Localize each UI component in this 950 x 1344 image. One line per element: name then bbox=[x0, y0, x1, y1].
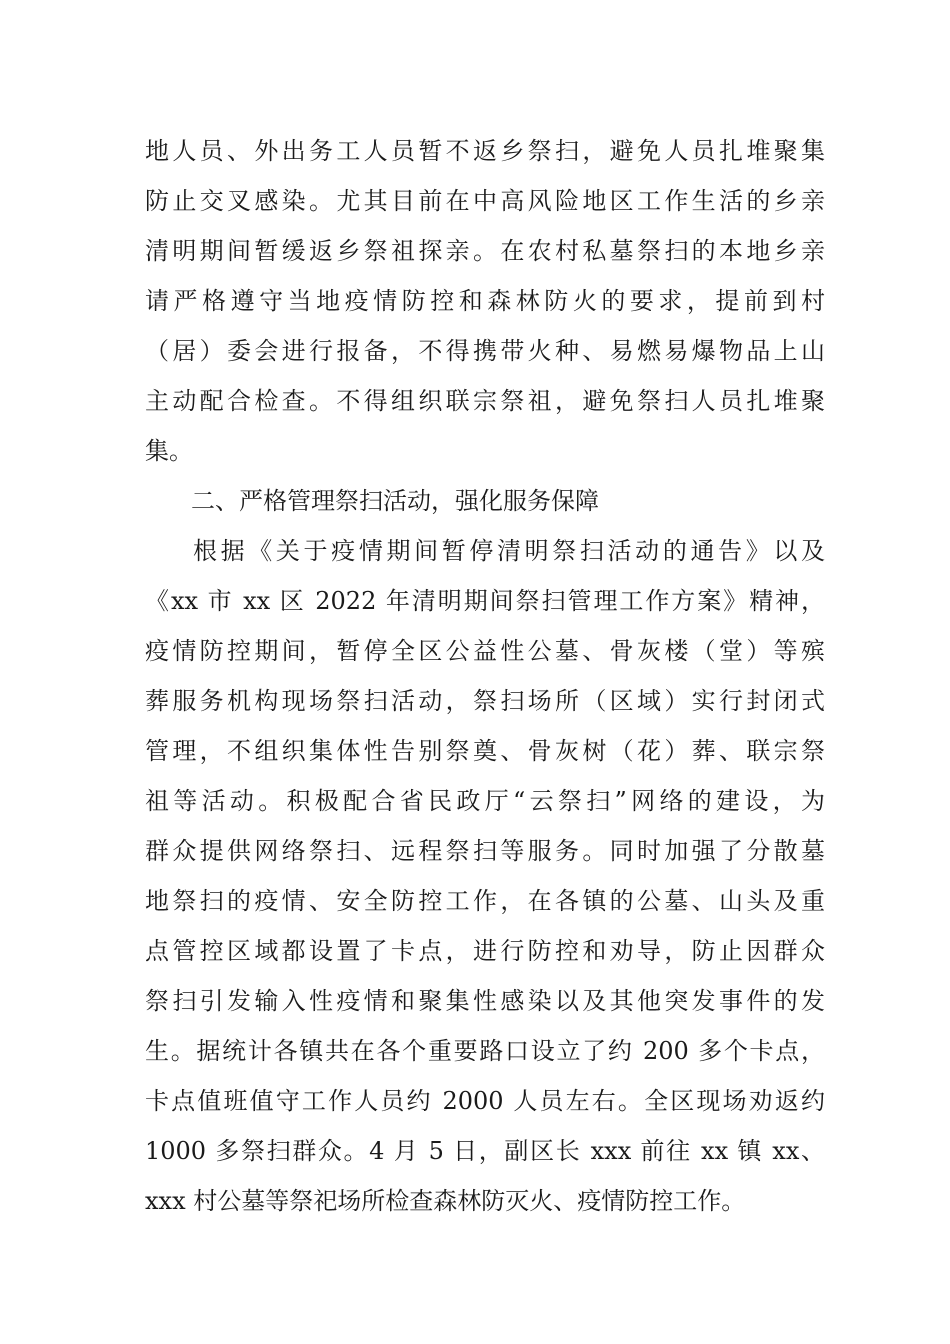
paragraph-2-line-9: 点管控区域都设置了卡点，进行防控和劝导，防止因群众 bbox=[145, 937, 825, 965]
paragraph-2-line-2: 《xx 市 xx 区 2022 年清明期间祭扫管理工作方案》精神， bbox=[145, 587, 825, 615]
section-heading-2: 二、严格管理祭扫活动，强化服务保障 bbox=[191, 487, 599, 515]
paragraph-2-line-7: 群众提供网络祭扫、远程祭扫等服务。同时加强了分散墓 bbox=[145, 837, 825, 865]
paragraph-2-line-10: 祭扫引发输入性疫情和聚集性感染以及其他突发事件的发 bbox=[145, 987, 825, 1015]
paragraph-1-line-5: （居）委会进行报备，不得携带火种、易燃易爆物品上山 bbox=[145, 337, 825, 365]
paragraph-1-line-4: 请严格遵守当地疫情防控和森林防火的要求，提前到村 bbox=[145, 287, 825, 315]
paragraph-2-line-4: 葬服务机构现场祭扫活动，祭扫场所（区域）实行封闭式 bbox=[145, 687, 825, 715]
paragraph-2-line-1: 根据《关于疫情期间暂停清明祭扫活动的通告》以及 bbox=[193, 537, 825, 565]
paragraph-1-line-1: 地人员、外出务工人员暂不返乡祭扫，避免人员扎堆聚集 bbox=[145, 137, 825, 165]
paragraph-2-line-14: xxx 村公墓等祭祀场所检查森林防灭火、疫情防控工作。 bbox=[145, 1187, 746, 1215]
paragraph-2-line-12: 卡点值班值守工作人员约 2000 人员左右。全区现场劝返约 bbox=[145, 1087, 825, 1115]
paragraph-1-line-7: 集。 bbox=[145, 437, 193, 465]
paragraph-2-line-11: 生。据统计各镇共在各个重要路口设立了约 200 多个卡点， bbox=[145, 1037, 825, 1065]
paragraph-1-line-3: 清明期间暂缓返乡祭祖探亲。在农村私墓祭扫的本地乡亲 bbox=[145, 237, 825, 265]
paragraph-1-line-2: 防止交叉感染。尤其目前在中高风险地区工作生活的乡亲 bbox=[145, 187, 825, 215]
paragraph-1-line-6: 主动配合检查。不得组织联宗祭祖，避免祭扫人员扎堆聚 bbox=[145, 387, 825, 415]
paragraph-2-line-5: 管理，不组织集体性告别祭奠、骨灰树（花）葬、联宗祭 bbox=[145, 737, 825, 765]
paragraph-2-line-6: 祖等活动。积极配合省民政厅“云祭扫”网络的建设，为 bbox=[145, 787, 825, 815]
paragraph-2-line-3: 疫情防控期间，暂停全区公益性公墓、骨灰楼（堂）等殡 bbox=[145, 637, 825, 665]
paragraph-2-line-8: 地祭扫的疫情、安全防控工作，在各镇的公墓、山头及重 bbox=[145, 887, 825, 915]
paragraph-2-line-13: 1000 多祭扫群众。4 月 5 日，副区长 xxx 前往 xx 镇 xx、 bbox=[145, 1137, 825, 1165]
